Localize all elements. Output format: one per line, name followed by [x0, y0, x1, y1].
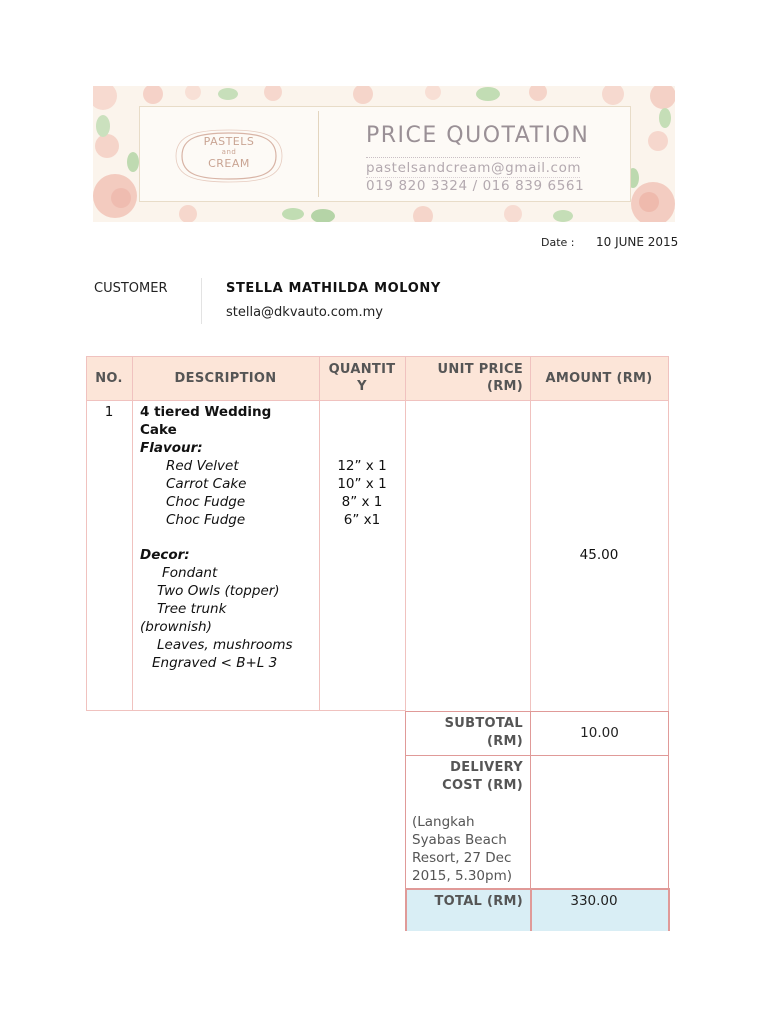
quantity-value: 6” x1: [343, 512, 381, 528]
contact-email: pastelsandcream@gmail.com: [366, 160, 582, 176]
quantity-value: 8” x 1: [341, 494, 383, 510]
quantity-value: 12” x 1: [337, 458, 387, 474]
header-amount: AMOUNT (RM): [545, 371, 653, 386]
delivery-label-1: DELIVERY: [450, 760, 523, 775]
total-label: TOTAL (RM): [434, 894, 523, 909]
item-title-1: 4 tiered Wedding: [140, 404, 272, 420]
header-quantity-2: Y: [357, 379, 367, 394]
row-amount: 45.00: [579, 547, 619, 563]
date-label: Date :: [541, 236, 575, 249]
contact-phones: 019 820 3324 / 016 839 6561: [366, 178, 585, 194]
total-value: 330.00: [570, 893, 618, 909]
customer-email: stella@dkvauto.com.my: [226, 305, 383, 320]
grid-line: [668, 356, 669, 711]
banner-divider: [318, 111, 319, 197]
page-title: PRICE QUOTATION: [366, 123, 590, 148]
header-quantity-1: QUANTIT: [328, 362, 396, 377]
item-title-2: Cake: [140, 422, 177, 438]
row-no: 1: [104, 404, 114, 420]
flavour-item: Choc Fudge: [166, 512, 246, 528]
delivery-label-2: COST (RM): [442, 778, 523, 793]
header-unit-price-1: UNIT PRICE: [437, 362, 523, 377]
logo-text-cream: CREAM: [208, 157, 250, 170]
decor-item: Engraved < B+L 3: [152, 655, 278, 671]
grid-line: [86, 400, 669, 401]
decor-item: Two Owls (topper): [157, 583, 280, 599]
grid-line: [86, 710, 406, 711]
customer-label: CUSTOMER: [94, 281, 168, 296]
decor-item: Fondant: [162, 565, 218, 581]
delivery-note: (Langkah: [412, 814, 475, 830]
header-description: DESCRIPTION: [174, 371, 277, 386]
decor-item: (brownish): [140, 619, 212, 635]
decor-item: Tree trunk: [157, 601, 227, 617]
delivery-note: Resort, 27 Dec: [412, 850, 512, 866]
flavour-item: Red Velvet: [166, 458, 239, 474]
grid-line: [86, 356, 669, 357]
grid-line: [405, 888, 669, 890]
grid-line: [405, 356, 406, 711]
flavour-item: Choc Fudge: [166, 494, 246, 510]
quotation-table: [86, 356, 669, 711]
decor-item: Leaves, mushrooms: [157, 637, 293, 653]
banner-frame: [139, 106, 631, 202]
subtotal-label-2: (RM): [486, 734, 523, 749]
header-banner: [93, 86, 675, 222]
flavour-item: Carrot Cake: [166, 476, 247, 492]
header-unit-price-2: (RM): [486, 379, 523, 394]
title-rule: [366, 157, 580, 158]
customer-divider: [201, 278, 202, 324]
grid-line: [530, 356, 531, 711]
delivery-note: Syabas Beach: [412, 832, 507, 848]
subtotal-label-1: SUBTOTAL: [444, 716, 523, 731]
grid-line: [668, 888, 670, 931]
logo-text-pastels: PASTELS: [203, 135, 255, 148]
flavour-label: Flavour:: [140, 440, 203, 456]
delivery-value-cell: [530, 755, 669, 889]
subtotal-value: 10.00: [580, 725, 619, 741]
header-no: NO.: [95, 371, 123, 386]
grid-line: [319, 356, 320, 711]
logo-text-and: and: [221, 148, 237, 156]
date-value: 10 JUNE 2015: [596, 235, 679, 249]
quantity-value: 10” x 1: [337, 476, 387, 492]
delivery-note: 2015, 5.30pm): [412, 868, 512, 884]
customer-name: STELLA MATHILDA MOLONY: [226, 281, 441, 296]
decor-label: Decor:: [140, 547, 190, 563]
grid-line: [132, 356, 133, 711]
